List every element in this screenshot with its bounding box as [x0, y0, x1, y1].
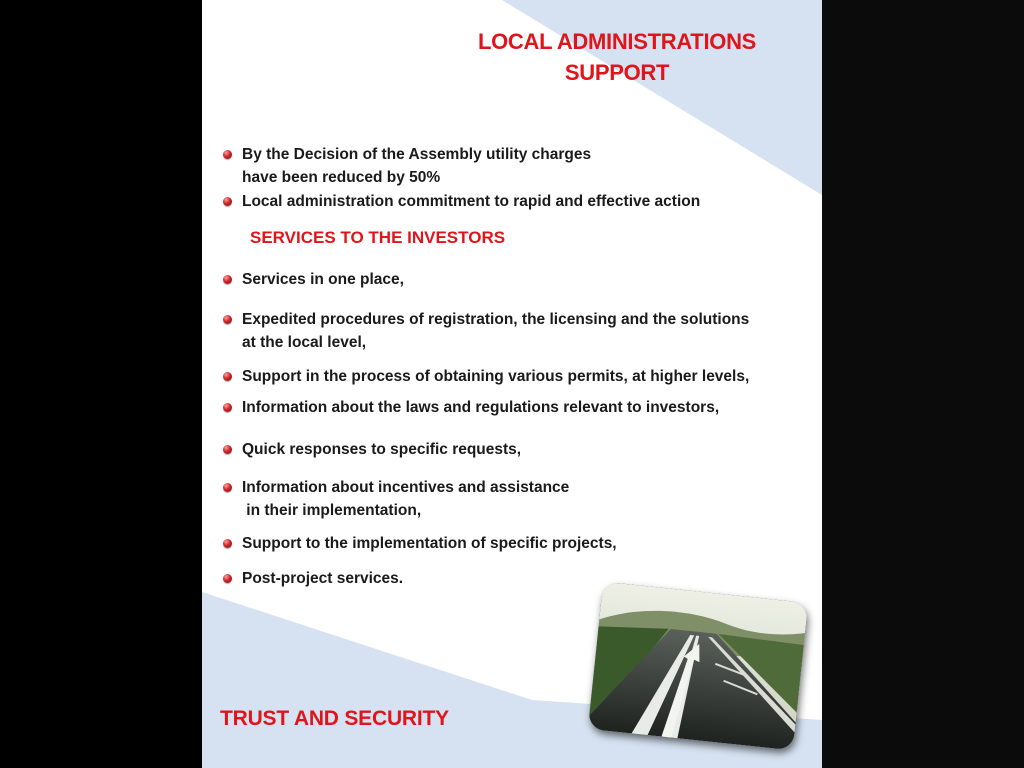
list-item-text: Expedited procedures of registration, the licensing and the solutions — [242, 311, 750, 328]
bullet-icon — [223, 483, 232, 492]
list-item-text: have been reduced by 50% — [242, 169, 441, 186]
bullet-icon — [223, 372, 232, 381]
page-title — [432, 26, 802, 88]
list-item-text: Local administration commitment to rapid and effective action — [242, 193, 701, 210]
list-item-text: Quick responses to specific requests, — [242, 441, 522, 458]
slide — [202, 0, 822, 768]
list-item-text: in their implementation, — [242, 502, 422, 519]
right-black-margin — [822, 0, 1024, 768]
title-line-1: LOCAL ADMINISTRATIONS — [477, 29, 757, 54]
bullet-icon — [223, 403, 232, 412]
list-item — [242, 438, 521, 461]
list-item — [242, 308, 749, 354]
footer-title: TRUST AND SECURITY — [220, 707, 449, 730]
list-item-text: Support in the process of obtaining various permits, at higher levels, — [242, 368, 750, 385]
road-photo-icon — [588, 582, 808, 751]
bullet-icon — [223, 539, 232, 548]
bullet-icon — [223, 574, 232, 583]
section-heading: SERVICES TO THE INVESTORS — [250, 228, 506, 247]
list-item — [242, 143, 591, 189]
list-item — [242, 532, 617, 555]
bullet-icon — [223, 275, 232, 284]
list-item — [242, 476, 569, 522]
bullet-icon — [223, 197, 232, 206]
list-item — [242, 190, 700, 213]
bullet-icon — [223, 315, 232, 324]
list-item-text: Post-project services. — [242, 570, 404, 587]
bullet-icon — [223, 150, 232, 159]
list-item — [242, 396, 719, 419]
title-line-2: SUPPORT — [564, 60, 670, 85]
list-item-text: Information about incentives and assistance — [242, 479, 570, 496]
list-item-text: By the Decision of the Assembly utility charges — [242, 146, 592, 163]
list-item-text: Services in one place, — [242, 271, 404, 288]
list-item-text: Support to the implementation of specific projects, — [242, 535, 617, 552]
list-item — [242, 268, 404, 291]
list-item-text: at the local level, — [242, 334, 367, 351]
list-item — [242, 365, 749, 388]
list-item — [242, 567, 403, 590]
list-item-text: Information about the laws and regulations relevant to investors, — [242, 399, 720, 416]
left-black-margin — [0, 0, 202, 768]
bullet-icon — [223, 445, 232, 454]
